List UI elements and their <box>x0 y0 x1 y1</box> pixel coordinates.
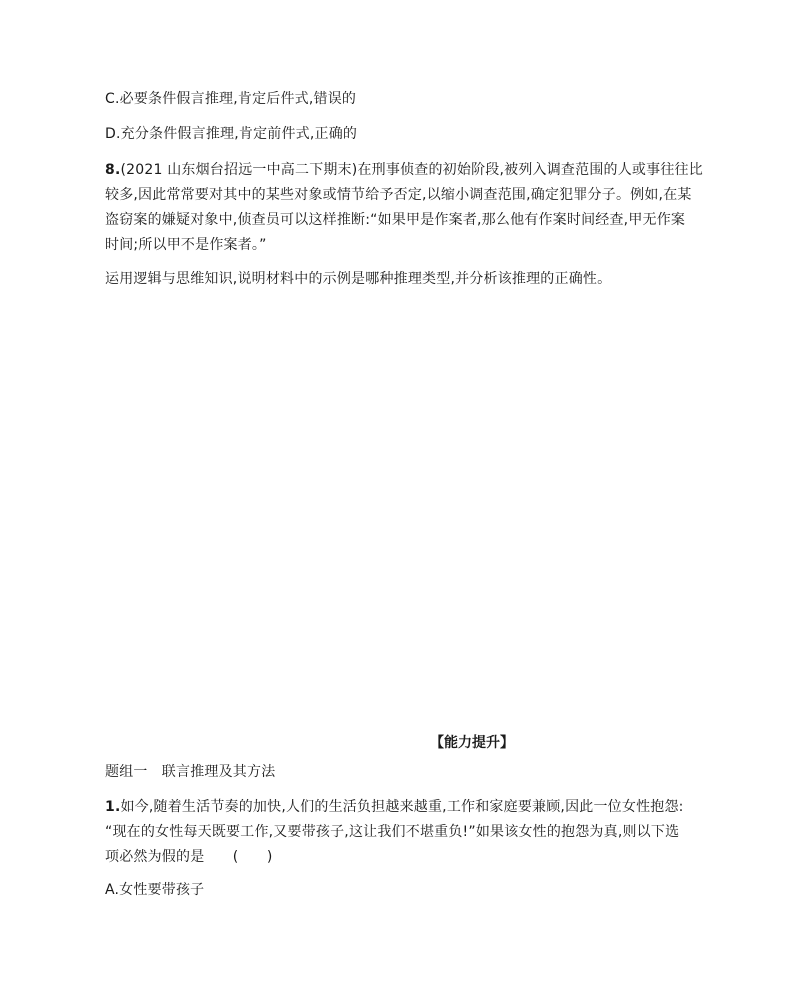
option-a: A.女性要带孩子 <box>105 882 205 898</box>
question-8-number: 8. <box>105 162 121 178</box>
question-8-line-1 <box>105 160 703 180</box>
group-heading: 题组一 联言推理及其方法 <box>105 764 276 780</box>
option-d: D.充分条件假言推理,肯定前件式,正确的 <box>105 126 358 142</box>
option-c: C.必要条件假言推理,肯定后件式,错误的 <box>105 91 357 107</box>
question-1-number: 1. <box>105 799 121 815</box>
question-8-line-3: 盗窃案的嫌疑对象中,侦查员可以这样推断:“如果甲是作案者,那么他有作案时间经查,甲无作案 <box>105 212 686 228</box>
question-8-line-4: 时间;所以甲不是作案者。” <box>105 237 267 253</box>
question-8-text-1: (2021 山东烟台招远一中高二下期末)在刑事侦查的初始阶段,被列入调查范围的人或事往往比 <box>120 162 703 178</box>
question-1-line-3: 项必然为假的是 ( ) <box>105 849 273 865</box>
question-8-line-2: 较多,因此常常要对其中的某些对象或情节给予否定,以缩小调查范围,确定犯罪分子。例如,在某 <box>105 187 692 203</box>
section-title-text: 【能力提升】 <box>430 735 514 751</box>
question-1-text-1: 如今,随着生活节奏的加快,人们的生活负担越来越重,工作和家庭要兼顾,因此一位女性抱怨: <box>120 799 684 815</box>
section-title <box>0 733 794 753</box>
question-1-line-1 <box>105 797 684 817</box>
question-8-prompt: 运用逻辑与思维知识,说明材料中的示例是哪种推理类型,并分析该推理的正确性。 <box>105 271 612 287</box>
question-1-line-2: “现在的女性每天既要工作,又要带孩子,这让我们不堪重负!”如果该女性的抱怨为真,则以下选 <box>105 824 680 840</box>
